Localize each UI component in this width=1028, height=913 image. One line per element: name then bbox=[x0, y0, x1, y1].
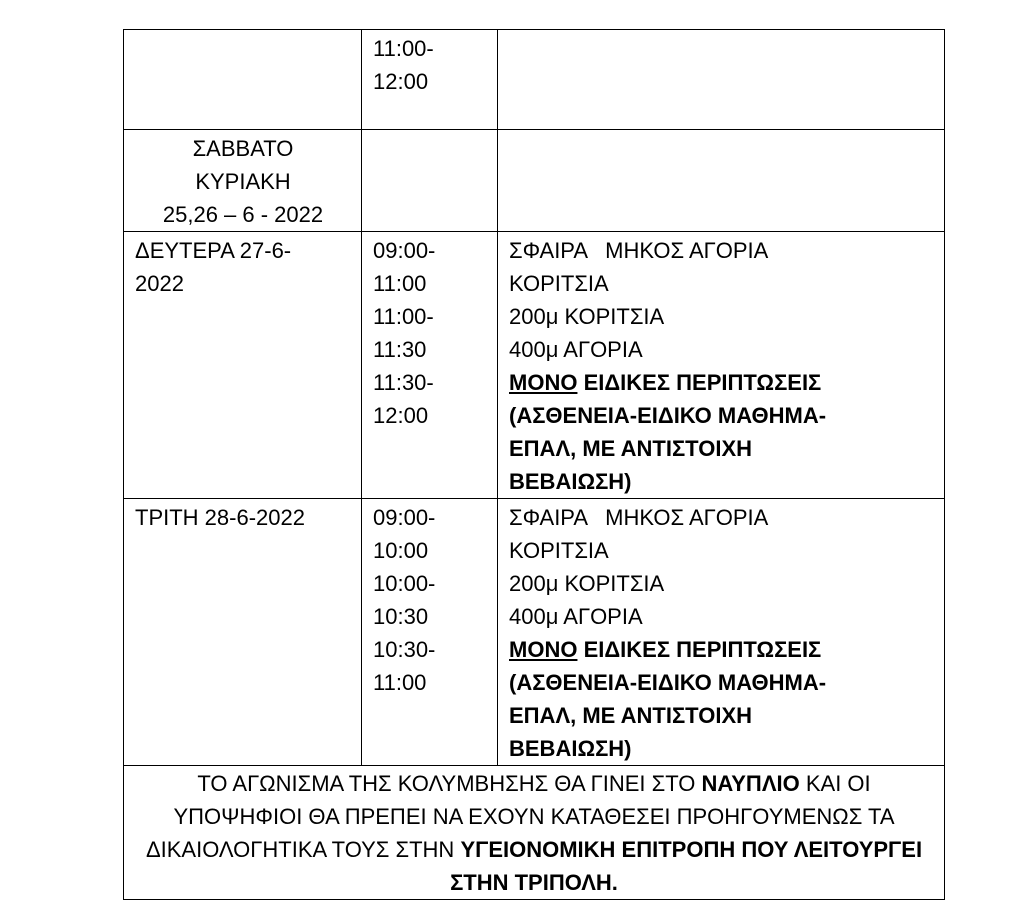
special-cases-text: ΕΙΔΙΚΕΣ ΠΕΡΙΠΤΩΣΕΙΣ bbox=[577, 370, 822, 395]
table-row bbox=[124, 232, 945, 499]
special-cases-heading bbox=[509, 633, 934, 666]
table-row bbox=[124, 766, 945, 900]
time-text: 11:30- bbox=[373, 370, 434, 395]
day-cell bbox=[124, 499, 362, 766]
event-cell bbox=[498, 232, 945, 499]
special-cases-detail: ΕΠΑΛ, ΜΕ ΑΝΤΙΣΤΟΙΧΗ bbox=[509, 436, 752, 461]
special-cases-detail: ΒΕΒΑΙΩΣΗ) bbox=[509, 469, 632, 494]
event-cell bbox=[498, 30, 945, 130]
time-text: 11:00- bbox=[373, 36, 434, 61]
day-text: 2022 bbox=[135, 271, 184, 296]
time-text: 11:00 bbox=[373, 271, 427, 296]
only-underlined: ΜΟΝΟ bbox=[509, 370, 578, 395]
event-text: ΚΟΡΙΤΣΙΑ bbox=[509, 538, 609, 563]
special-cases-detail: (ΑΣΘΕΝΕΙΑ-ΕΙΔΙΚΟ ΜΑΘΗΜΑ- bbox=[509, 403, 827, 428]
time-cell bbox=[362, 232, 498, 499]
event-text: ΣΦΑΙΡΑ ΜΗΚΟΣ ΑΓΟΡΙΑ bbox=[509, 505, 769, 530]
time-text: 11:00 bbox=[373, 670, 427, 695]
time-text: 09:00- bbox=[373, 505, 436, 530]
time-text: 10:30- bbox=[373, 637, 436, 662]
event-text: 400μ ΑΓΟΡΙΑ bbox=[509, 337, 643, 362]
only-underlined: ΜΟΝΟ bbox=[509, 637, 578, 662]
special-cases-text: ΕΙΔΙΚΕΣ ΠΕΡΙΠΤΩΣΕΙΣ bbox=[577, 637, 822, 662]
note-text: ΤΟ ΑΓΩΝΙΣΜΑ ΤΗΣ ΚΟΛΥΜΒΗΣΗΣ ΘΑ ΓΙΝΕΙ ΣΤΟ bbox=[197, 771, 702, 796]
event-text: ΚΟΡΙΤΣΙΑ bbox=[509, 271, 609, 296]
event-cell bbox=[498, 130, 945, 232]
special-cases-detail: ΒΕΒΑΙΩΣΗ) bbox=[509, 736, 632, 761]
time-text: 10:00- bbox=[373, 571, 436, 596]
special-cases-detail: ΕΠΑΛ, ΜΕ ΑΝΤΙΣΤΟΙΧΗ bbox=[509, 703, 752, 728]
note-committee: ΥΓΕΙΟΝΟΜΙΚΗ ΕΠΙΤΡΟΠΗ ΠΟΥ ΛΕΙΤΟΥΡΓΕΙ ΣΤΗΝ ΤΡΙΠΟΛΗ. bbox=[450, 837, 923, 895]
time-text: 10:30 bbox=[373, 604, 429, 629]
day-cell bbox=[124, 130, 362, 232]
schedule-table bbox=[123, 29, 945, 900]
day-cell bbox=[124, 232, 362, 499]
event-text: ΣΦΑΙΡΑ ΜΗΚΟΣ ΑΓΟΡΙΑ bbox=[509, 238, 769, 263]
day-text: ΔΕΥΤΕΡΑ 27-6- bbox=[135, 238, 292, 263]
event-cell bbox=[498, 499, 945, 766]
special-cases-heading bbox=[509, 366, 934, 399]
table-row bbox=[124, 30, 945, 130]
event-text: 200μ ΚΟΡΙΤΣΙΑ bbox=[509, 571, 665, 596]
day-text: ΚΥΡΙΑΚΗ bbox=[195, 169, 291, 194]
time-cell bbox=[362, 130, 498, 232]
table-row bbox=[124, 499, 945, 766]
day-text: ΤΡΙΤΗ 28-6-2022 bbox=[135, 505, 305, 530]
table-row bbox=[124, 130, 945, 232]
time-text: 11:00- bbox=[373, 304, 434, 329]
event-text: 400μ ΑΓΟΡΙΑ bbox=[509, 604, 643, 629]
day-text: 25,26 – 6 - 2022 bbox=[162, 202, 324, 227]
swimming-note bbox=[124, 766, 945, 900]
note-place: ΝΑΥΠΛΙΟ bbox=[701, 771, 800, 796]
day-cell bbox=[124, 30, 362, 130]
time-text: 11:30 bbox=[373, 337, 427, 362]
day-text: ΣΑΒΒΑΤΟ bbox=[192, 136, 294, 161]
time-text: 12:00 bbox=[373, 69, 429, 94]
time-cell bbox=[362, 30, 498, 130]
time-cell bbox=[362, 499, 498, 766]
special-cases-detail: (ΑΣΘΕΝΕΙΑ-ΕΙΔΙΚΟ ΜΑΘΗΜΑ- bbox=[509, 670, 827, 695]
time-text: 10:00 bbox=[373, 538, 429, 563]
note-text: ΚΑΙ ΟΙ ΥΠΟΨΗΦΙΟΙ ΘΑ ΠΡΕΠΕΙ ΝΑ ΕΧΟΥΝ ΚΑΤΑΘΕΣΕΙ ΠΡΟΗΓΟΥΜΕΝΩΣ ΤΑ ΔΙΚΑΙΟΛΟΓΗΤΙΚΑ ΤΟΥΣ ΣΤΗΝ bbox=[145, 771, 900, 862]
time-text: 09:00- bbox=[373, 238, 436, 263]
time-text: 12:00 bbox=[373, 403, 429, 428]
event-text: 200μ ΚΟΡΙΤΣΙΑ bbox=[509, 304, 665, 329]
